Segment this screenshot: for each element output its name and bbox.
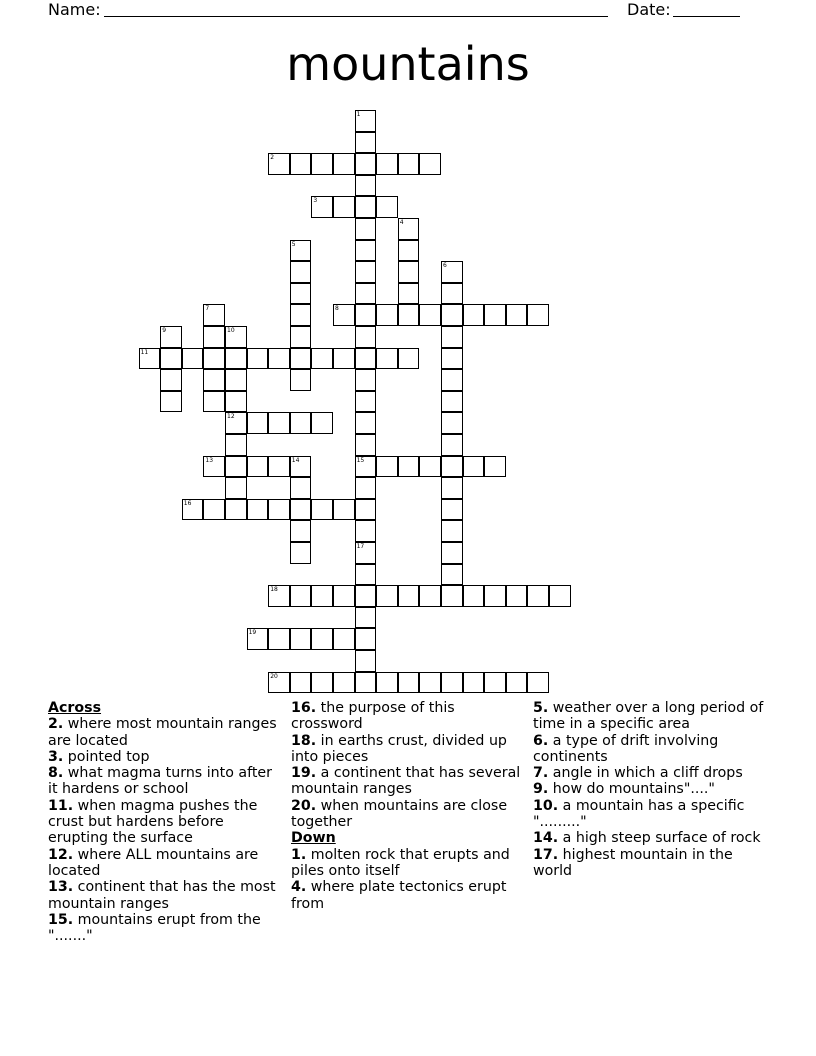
grid-cell[interactable] (333, 585, 355, 607)
grid-cell[interactable] (203, 456, 225, 478)
clue-number: 11. (48, 797, 74, 814)
clue-number: 19. (291, 765, 317, 782)
grid-cell[interactable] (506, 585, 528, 607)
grid-cell[interactable] (441, 326, 463, 348)
grid-cell[interactable] (333, 628, 355, 650)
clue-text: angle in which a cliff drops (548, 765, 743, 782)
grid-cell[interactable] (225, 369, 247, 391)
grid-cell[interactable] (160, 348, 182, 370)
down-clue-list-continued (533, 700, 769, 879)
grid-cell[interactable] (311, 672, 333, 694)
across-heading: Across (48, 700, 102, 716)
clue-text: highest mountain in the world (533, 846, 733, 879)
grid-cell[interactable] (160, 391, 182, 413)
cell-number: 16 (183, 499, 192, 507)
grid-cell[interactable] (268, 348, 290, 370)
grid-cell[interactable] (355, 520, 377, 542)
grid-cell[interactable] (355, 412, 377, 434)
grid-cell[interactable] (268, 153, 290, 175)
grid-cell[interactable] (225, 477, 247, 499)
grid-cell[interactable] (398, 240, 420, 262)
grid-cell[interactable] (355, 348, 377, 370)
grid-cell[interactable] (441, 304, 463, 326)
grid-cell[interactable] (441, 283, 463, 305)
clue-item (48, 879, 284, 912)
grid-cell[interactable] (290, 369, 312, 391)
grid-cell[interactable] (160, 326, 182, 348)
grid-cell[interactable] (355, 542, 377, 564)
clue-number: 9. (533, 781, 549, 798)
clue-number: 5. (533, 700, 549, 716)
grid-cell[interactable] (441, 499, 463, 521)
grid-cell[interactable] (225, 391, 247, 413)
clue-item (291, 733, 527, 766)
date-label: Date: (627, 0, 671, 19)
clue-item (48, 847, 284, 880)
clue-number: 8. (48, 765, 64, 782)
grid-cell[interactable] (463, 304, 485, 326)
grid-cell[interactable] (268, 628, 290, 650)
clue-number: 4. (291, 879, 307, 896)
grid-cell[interactable] (398, 672, 420, 694)
grid-cell[interactable] (225, 456, 247, 478)
grid-cell[interactable] (484, 304, 506, 326)
grid-cell[interactable] (419, 304, 441, 326)
grid-cell[interactable] (290, 326, 312, 348)
clue-item (533, 765, 769, 781)
grid-cell[interactable] (139, 348, 161, 370)
cell-number: 20 (270, 672, 278, 680)
clue-text: where plate tectonics erupt from (291, 879, 507, 912)
grid-cell[interactable] (290, 456, 312, 478)
grid-cell[interactable] (333, 153, 355, 175)
clue-item (48, 798, 284, 847)
grid-cell[interactable] (290, 240, 312, 262)
clue-item (48, 765, 284, 798)
clue-number: 3. (48, 748, 64, 765)
grid-cell[interactable] (203, 499, 225, 521)
clue-text: in earths crust, divided up into pieces (291, 732, 507, 765)
grid-cell[interactable] (355, 607, 377, 629)
grid-cell[interactable] (355, 434, 377, 456)
clue-item (291, 765, 527, 798)
grid-cell[interactable] (225, 348, 247, 370)
cell-number: 3 (313, 197, 318, 205)
cell-number: 17 (356, 543, 365, 550)
grid-cell[interactable] (311, 153, 333, 175)
grid-cell[interactable] (441, 434, 463, 456)
grid-cell[interactable] (203, 326, 225, 348)
grid-cell[interactable] (225, 326, 247, 348)
grid-cell[interactable] (182, 499, 204, 521)
cell-number: 14 (291, 456, 300, 464)
grid-cell[interactable] (290, 542, 312, 564)
grid-cell[interactable] (355, 672, 377, 694)
cell-number: 8 (335, 305, 339, 313)
grid-cell[interactable] (355, 153, 377, 175)
clue-number: 10. (533, 797, 559, 814)
clue-number: 16. (291, 700, 317, 716)
clue-number: 7. (533, 765, 549, 782)
grid-cell[interactable] (225, 499, 247, 521)
clue-item (48, 716, 284, 749)
grid-cell[interactable] (290, 348, 312, 370)
grid-cell[interactable] (203, 304, 225, 326)
grid-cell[interactable] (527, 585, 549, 607)
grid-cell[interactable] (268, 456, 290, 478)
grid-cell[interactable] (441, 585, 463, 607)
grid-cell[interactable] (160, 369, 182, 391)
grid-cell[interactable] (376, 456, 398, 478)
clue-number: 18. (291, 732, 317, 749)
grid-cell[interactable] (398, 283, 420, 305)
clue-item (48, 749, 284, 765)
grid-cell[interactable] (398, 218, 420, 240)
grid-cell[interactable] (333, 196, 355, 218)
grid-cell[interactable] (441, 564, 463, 586)
grid-cell[interactable] (398, 585, 420, 607)
grid-cell[interactable] (290, 153, 312, 175)
grid-cell[interactable] (311, 628, 333, 650)
grid-cell[interactable] (355, 304, 377, 326)
grid-cell[interactable] (376, 196, 398, 218)
cell-number: 12 (227, 413, 235, 421)
clue-item (533, 781, 769, 797)
grid-cell[interactable] (419, 456, 441, 478)
grid-cell[interactable] (268, 672, 290, 694)
clue-item (533, 733, 769, 766)
grid-cell[interactable] (355, 110, 377, 132)
grid-cell[interactable] (463, 456, 485, 478)
clue-item (533, 700, 769, 733)
clue-text: where ALL mountains are located (48, 846, 259, 879)
grid-cell[interactable] (376, 304, 398, 326)
grid-cell[interactable] (506, 672, 528, 694)
grid-cell[interactable] (355, 261, 377, 283)
clue-item (291, 879, 527, 912)
grid-cell[interactable] (419, 153, 441, 175)
grid-cell[interactable] (376, 585, 398, 607)
grid-cell[interactable] (290, 261, 312, 283)
cell-number: 13 (205, 456, 214, 464)
down-heading: Down (291, 830, 336, 847)
cell-number: 18 (270, 586, 278, 594)
cell-number: 1 (356, 111, 361, 118)
grid-cell[interactable] (311, 585, 333, 607)
clue-item (291, 847, 527, 880)
grid-cell[interactable] (441, 672, 463, 694)
grid-cell[interactable] (527, 304, 549, 326)
grid-cell[interactable] (311, 412, 333, 434)
clue-text: when mountains are close together (291, 797, 508, 831)
grid-cell[interactable] (225, 412, 247, 434)
grid-cell[interactable] (441, 261, 463, 283)
grid-cell[interactable] (376, 672, 398, 694)
grid-cell[interactable] (311, 196, 333, 218)
clue-number: 1. (291, 846, 307, 863)
grid-cell[interactable] (290, 672, 312, 694)
cell-number: 7 (205, 305, 210, 313)
grid-cell[interactable] (441, 520, 463, 542)
grid-cell[interactable] (398, 456, 420, 478)
grid-cell[interactable] (355, 585, 377, 607)
grid-cell[interactable] (419, 585, 441, 607)
grid-cell[interactable] (355, 456, 377, 478)
clues-column-3 (533, 700, 769, 879)
grid-cell[interactable] (355, 369, 377, 391)
grid-cell[interactable] (463, 585, 485, 607)
clue-text: a continent that has several mountain ranges (291, 765, 521, 798)
grid-cell[interactable] (355, 326, 377, 348)
grid-cell[interactable] (311, 348, 333, 370)
grid-cell[interactable] (333, 499, 355, 521)
grid-cell[interactable] (527, 672, 549, 694)
grid-cell[interactable] (203, 369, 225, 391)
clue-text: weather over a long period of time in a specific area (533, 700, 764, 733)
grid-cell[interactable] (355, 283, 377, 305)
grid-cell[interactable] (355, 650, 377, 672)
grid-cell[interactable] (290, 477, 312, 499)
clue-text: the purpose of this crossword (291, 700, 455, 733)
grid-cell[interactable] (441, 412, 463, 434)
down-clue-list (291, 847, 527, 912)
grid-cell[interactable] (290, 304, 312, 326)
grid-cell[interactable] (268, 499, 290, 521)
grid-cell[interactable] (355, 132, 377, 154)
grid-cell[interactable] (333, 348, 355, 370)
clue-item (48, 912, 284, 945)
grid-cell[interactable] (419, 672, 441, 694)
clue-text: when magma pushes the crust but hardens before erupting the surface (48, 797, 258, 847)
clue-text: how do mountains"...." (548, 781, 715, 798)
grid-cell[interactable] (355, 477, 377, 499)
clue-number: 12. (48, 846, 74, 863)
clue-item (533, 798, 769, 831)
grid-cell[interactable] (333, 672, 355, 694)
grid-cell[interactable] (441, 348, 463, 370)
clue-text: molten rock that erupts and piles onto itself (291, 846, 510, 879)
clue-number: 17. (533, 846, 559, 863)
clue-item (291, 700, 527, 733)
grid-cell[interactable] (376, 153, 398, 175)
clue-number: 20. (291, 797, 317, 814)
cell-number: 19 (248, 629, 257, 637)
grid-cell[interactable] (203, 391, 225, 413)
grid-cell[interactable] (506, 304, 528, 326)
cell-number: 6 (443, 262, 447, 270)
page-title: mountains (286, 37, 530, 91)
grid-cell[interactable] (355, 499, 377, 521)
grid-cell[interactable] (484, 672, 506, 694)
grid-cell[interactable] (290, 283, 312, 305)
grid-cell[interactable] (290, 585, 312, 607)
clue-text: continent that has the most mountain ranges (48, 879, 276, 912)
clue-text: what magma turns into after it hardens or school (48, 765, 272, 798)
clue-text: a high steep surface of rock (558, 830, 761, 847)
cell-number: 5 (291, 240, 296, 248)
grid-cell[interactable] (549, 585, 571, 607)
grid-cell[interactable] (311, 499, 333, 521)
grid-cell[interactable] (441, 456, 463, 478)
grid-cell[interactable] (290, 628, 312, 650)
clue-number: 13. (48, 879, 74, 896)
grid-cell[interactable] (441, 369, 463, 391)
grid-cell[interactable] (398, 348, 420, 370)
grid-cell[interactable] (247, 499, 269, 521)
clue-number: 2. (48, 716, 64, 733)
grid-cell[interactable] (441, 477, 463, 499)
grid-cell[interactable] (247, 412, 269, 434)
grid-cell[interactable] (355, 628, 377, 650)
grid-cell[interactable] (484, 585, 506, 607)
grid-cell[interactable] (484, 456, 506, 478)
clue-item (533, 847, 769, 880)
grid-cell[interactable] (225, 434, 247, 456)
name-label: Name: (48, 0, 101, 19)
clues-column-1 (48, 700, 284, 944)
clue-item (533, 830, 769, 846)
across-clue-list (48, 716, 284, 944)
cell-number: 2 (270, 154, 275, 162)
clue-text: a type of drift involving continents (533, 732, 719, 765)
cell-number: 4 (399, 219, 404, 226)
cell-number: 10 (227, 327, 235, 334)
grid-cell[interactable] (355, 391, 377, 413)
grid-cell[interactable] (463, 672, 485, 694)
cell-number: 9 (162, 327, 167, 334)
clue-text: a mountain has a specific "........." (533, 797, 745, 831)
clue-item (291, 798, 527, 831)
across-clue-list-continued (291, 700, 527, 830)
grid-cell[interactable] (355, 196, 377, 218)
clue-text: pointed top (63, 748, 150, 765)
clue-text: where most mountain ranges are located (48, 716, 277, 749)
cell-number: 11 (140, 348, 149, 356)
grid-cell[interactable] (290, 412, 312, 434)
clue-text: mountains erupt from the "......." (48, 911, 261, 945)
grid-cell[interactable] (355, 175, 377, 197)
grid-cell[interactable] (333, 304, 355, 326)
grid-cell[interactable] (268, 585, 290, 607)
grid-cell[interactable] (441, 391, 463, 413)
grid-cell[interactable] (398, 261, 420, 283)
grid-cell[interactable] (290, 499, 312, 521)
grid-cell[interactable] (182, 348, 204, 370)
grid-cell[interactable] (247, 348, 269, 370)
clue-number: 14. (533, 830, 559, 847)
grid-cell[interactable] (203, 348, 225, 370)
grid-cell[interactable] (290, 520, 312, 542)
grid-cell[interactable] (398, 304, 420, 326)
clue-number: 15. (48, 911, 74, 928)
grid-cell[interactable] (355, 240, 377, 262)
grid-cell[interactable] (247, 628, 269, 650)
grid-cell[interactable] (247, 456, 269, 478)
clue-number: 6. (533, 732, 549, 749)
grid-cell[interactable] (355, 564, 377, 586)
grid-cell[interactable] (376, 348, 398, 370)
grid-cell[interactable] (441, 542, 463, 564)
grid-cell[interactable] (355, 218, 377, 240)
grid-cell[interactable] (268, 412, 290, 434)
grid-cell[interactable] (398, 153, 420, 175)
cell-number: 15 (356, 456, 365, 464)
clues-column-2 (291, 700, 527, 912)
